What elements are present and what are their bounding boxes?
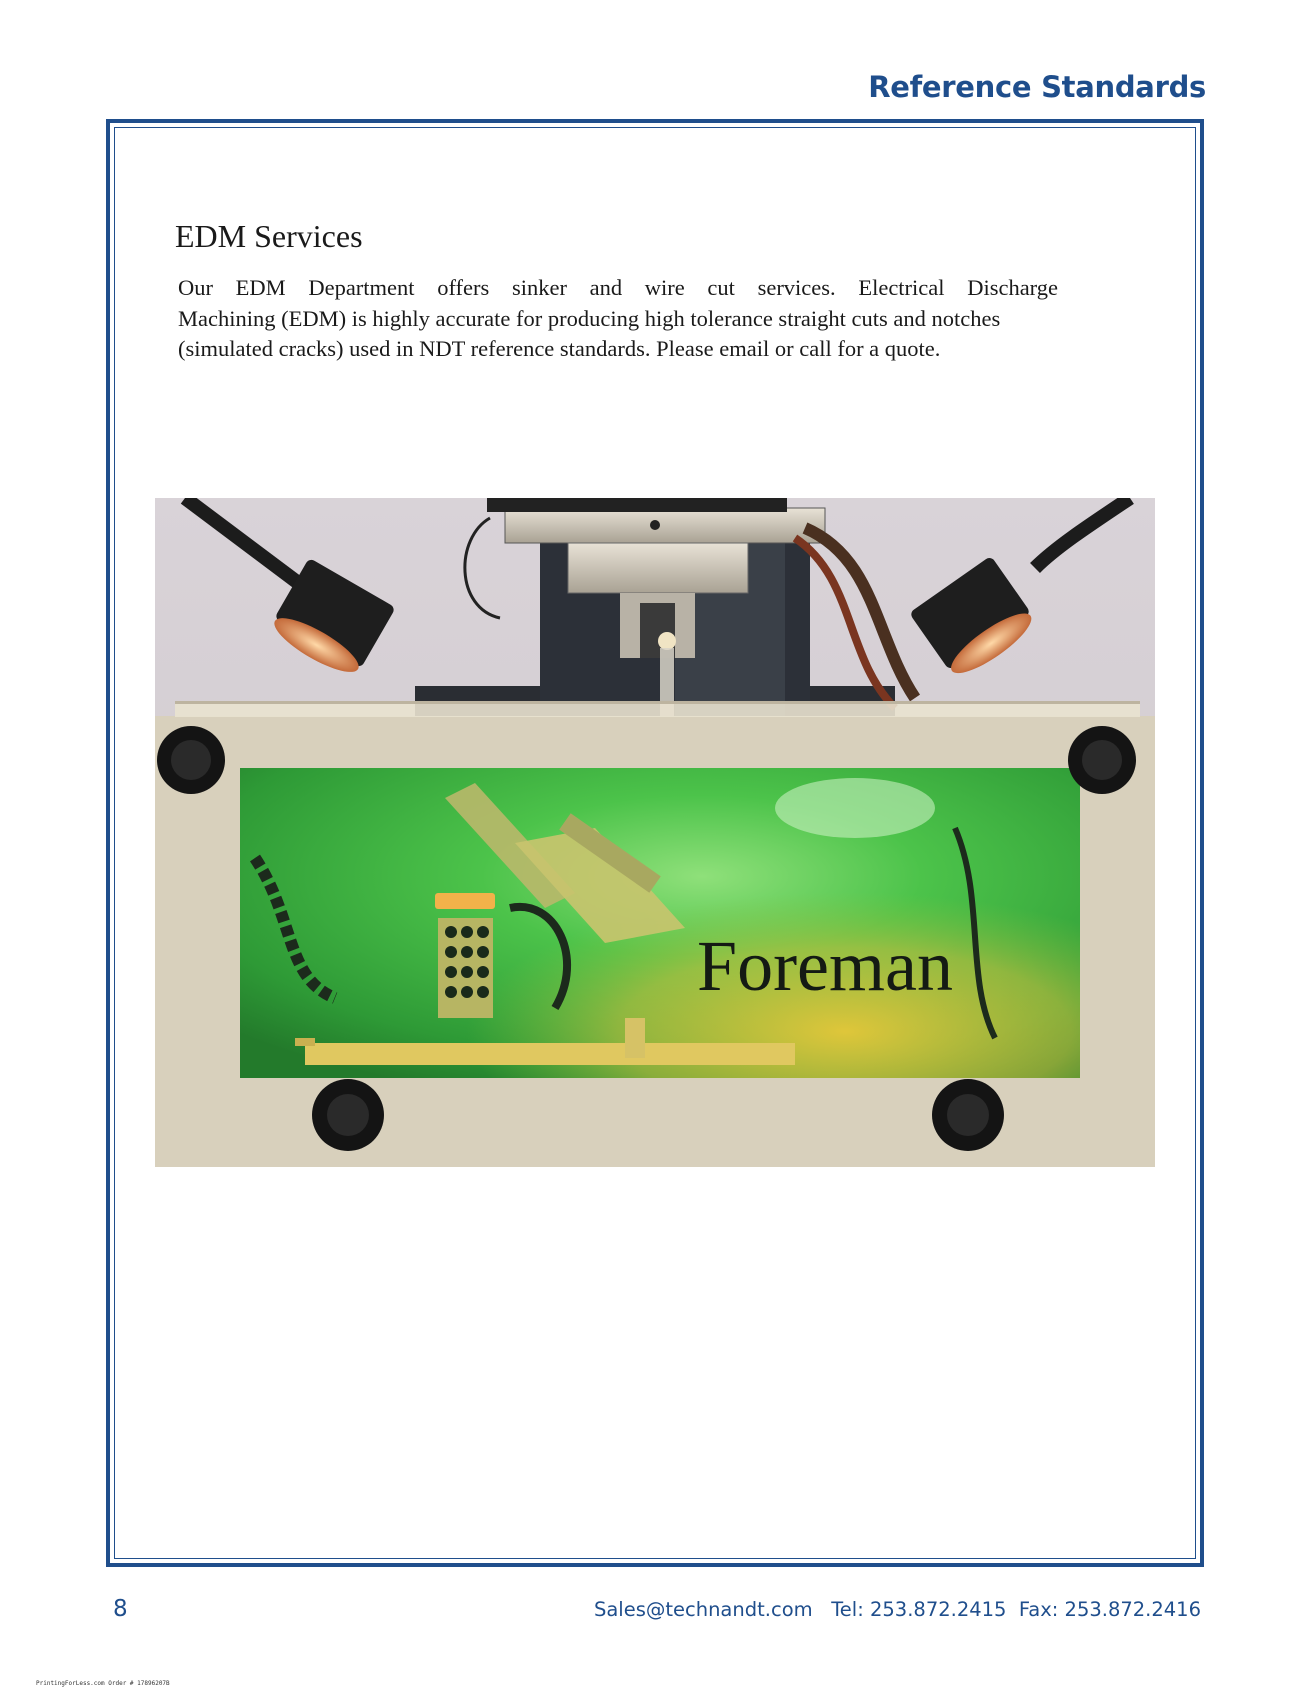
body-line: Machining (EDM) is highly accurate for producing high tolerance straight cuts and notches	[178, 305, 1001, 331]
machine-brand-label: Foreman	[697, 926, 953, 1006]
page-header-title: Reference Standards	[868, 70, 1206, 104]
edm-machine-illustration	[155, 498, 1155, 1167]
body-line: Our EDM Department offers sinker and wire cut services. Electrical Discharge	[178, 275, 1058, 300]
footer-contact: Sales@technandt.com Tel: 253.872.2415 Fax: 253.872.2416	[593, 1598, 1201, 1621]
print-order-note: PrintingForLess.com Order # 17896207B	[36, 1680, 170, 1687]
edm-machine-photo	[155, 498, 1155, 1167]
section-heading: EDM Services	[175, 218, 363, 254]
body-line: (simulated cracks) used in NDT reference standards. Please email or call for a quote.	[178, 336, 941, 361]
section-body	[178, 273, 1096, 365]
page-number: 8	[113, 1596, 128, 1622]
